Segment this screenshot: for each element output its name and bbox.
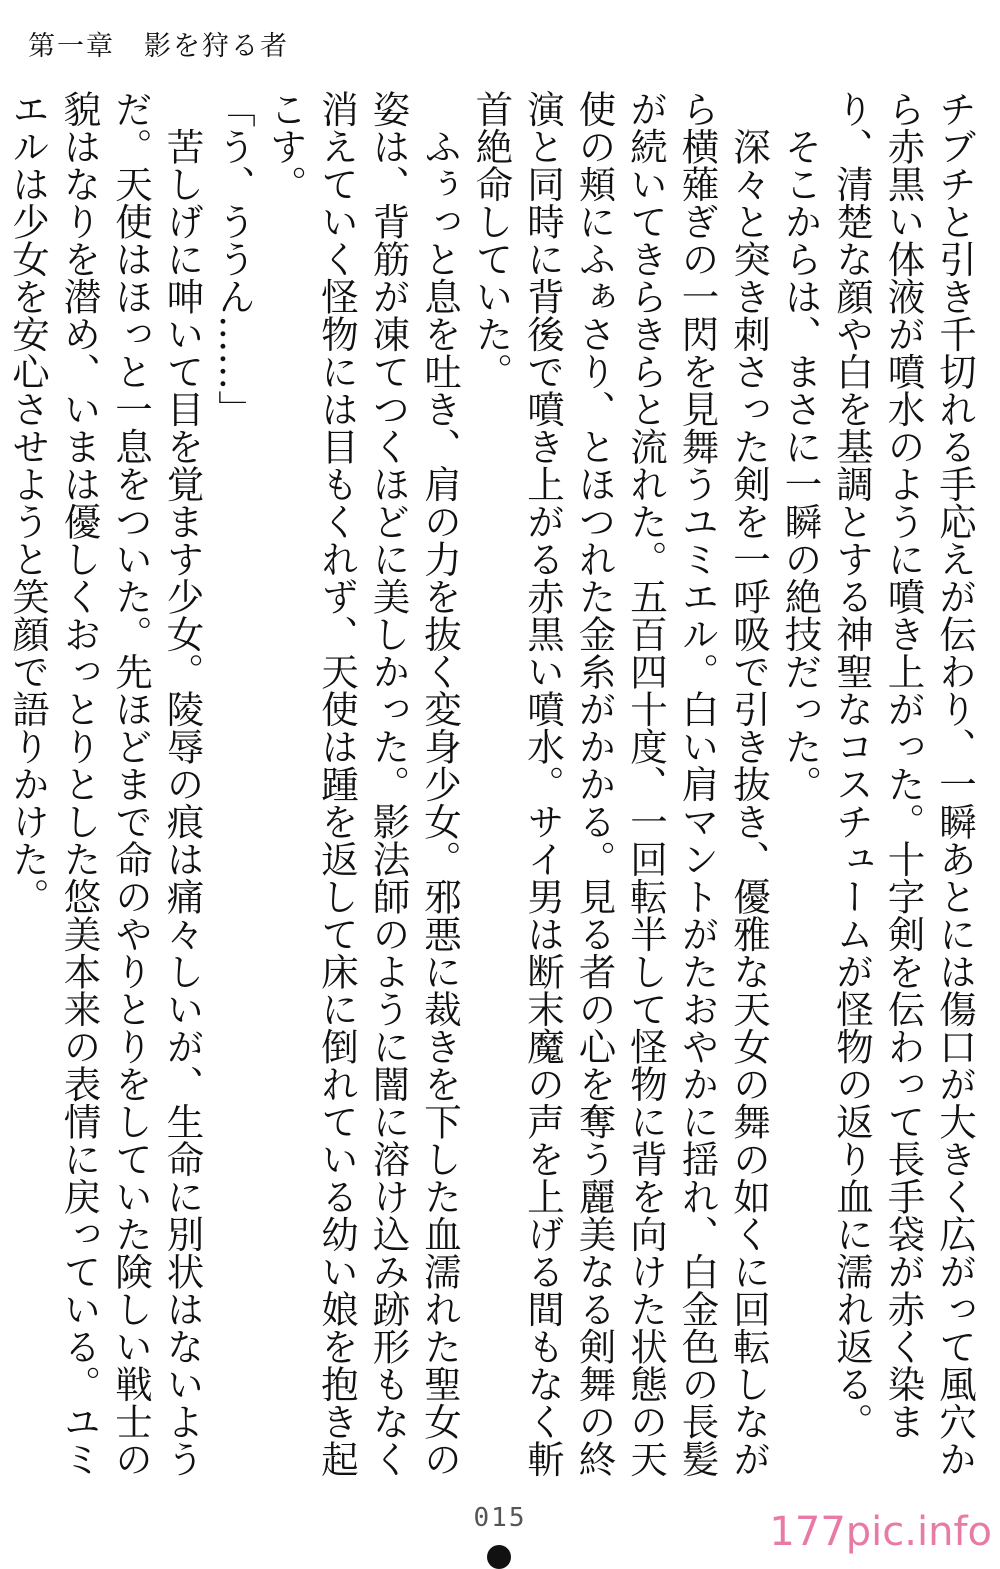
paragraph: そこからは、まさに一瞬の絶技だった。 (778, 90, 823, 803)
dialogue-line (0, 90, 2, 1490)
body-text (6, 90, 980, 1490)
dialogue-line: 「う、ううん……」 (212, 90, 256, 428)
paragraph: 深々と突き刺さった剣を一呼吸で引き抜き、優雅な天女の舞の如くに回転しながら横薙ぎの一閃を見舞うユミエル。白い肩マントがたおやかに揺れ、白金色の長髪が続いてきらきらと流れた。五百四十度、一回転半して怪物に背を向けた状態の天使の頬にふぁさり、とほつれた金糸がかかる。見る者の心を奪う麗美なる剣舞の終演と同時に背後で噴き上がる赤黒い噴水。サイ男は断末魔の声を上げる間もなく斬首絶命していた。 (469, 90, 771, 1478)
watermark: 177pic.info (769, 1509, 992, 1555)
chapter-header: 第一章 影を狩る者 (28, 31, 289, 62)
paragraph: ふぅっと息を吐き、肩の力を抜く変身少女。邪悪に裁きを下した血濡れた聖女の姿は、背筋が凍てつくほどに美しかった。影法師のように闇に溶け込み跡形もなく消えていく怪物には目もくれず、天使は踵を返して床に倒れている幼い娘を抱き起こす。 (263, 90, 462, 1478)
page-number: 015 (473, 1503, 527, 1533)
paragraph: チブチと引き千切れる手応えが伝わり、一瞬あとには傷口が大きく広がって風穴から赤黒い体液が噴水のように噴き上がった。十字剣を伝わって長手袋が赤く染まり、清楚な顔や白を基調とする神聖なコスチュームが怪物の返り血に濡れ返る。 (830, 90, 977, 1478)
paragraph: 苦しげに呻いて目を覚ます少女。陵辱の痕は痛々しいが、生命に別状はないようだ。天使はほっと一息をついた。先ほどまで命のやりとりをしていた険しい戦士の貌はなりを潜め、いまは優しくおっとりとした悠美本来の表情に戻っている。ユミエルは少女を安心させようと笑顔で語りかけた。 (6, 90, 205, 1478)
page-marker-dot (487, 1545, 511, 1569)
